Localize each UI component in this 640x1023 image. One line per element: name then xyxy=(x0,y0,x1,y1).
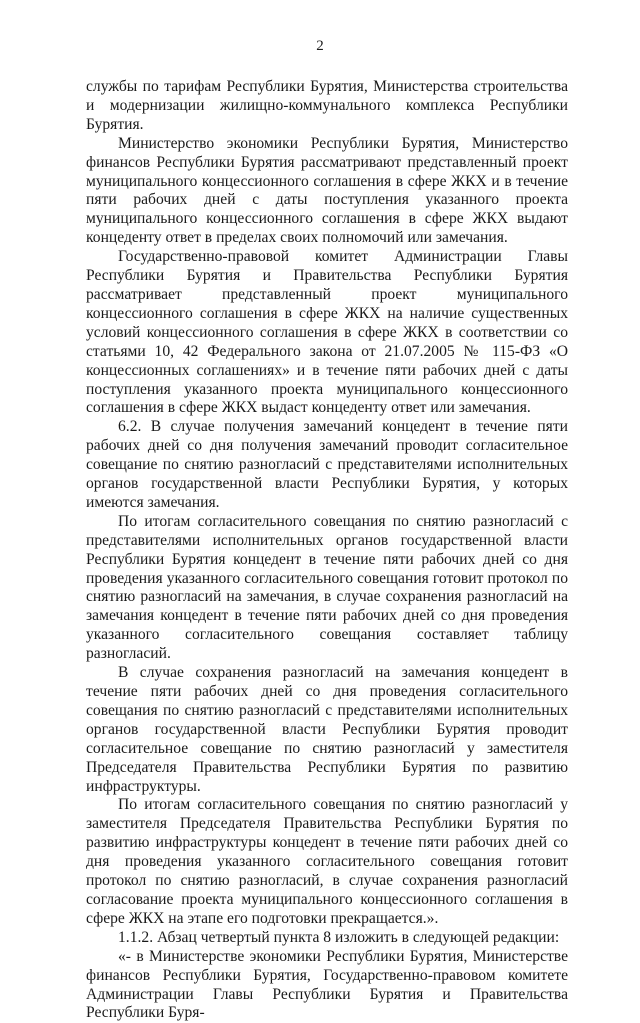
paragraph-9: «- в Министерстве экономики Республики Бурятия, Министерстве финансов Республики Бурятия, Государственно-правовом комитете Администрации Главы Республики Бурятия и Правительства Республики Буря- xyxy=(86,947,568,1022)
paragraph-8: 1.1.2. Абзац четвертый пункта 8 изложить в следующей редакции: xyxy=(118,928,560,946)
paragraph-4: 6.2. В случае получения замечаний концедент в течение пяти рабочих дней со дня получения замечаний проводит согласительное совещание по снятию разногласий с представителями исполнительных органов государственной власти Республики Бурятия, у которых имеются замечания. xyxy=(86,418,568,511)
paragraph-7: По итогам согласительного совещания по снятию разногласий у заместителя Председателя Правительства Республики Бурятия по развитию инфраструктуры концедент в течение пяти рабочих дней со дня проведения указанного согласительного совещания готовит протокол по снятию разногласий, в случае сохранения разногласий согласование проекта муниципального концессионного соглашения в сфере ЖКХ на этапе его подготовки прекращается.». xyxy=(86,796,568,927)
paragraph-2: Министерство экономики Республики Бурятия, Министерство финансов Республики Бурятия рассматривают представленный проект муниципального концессионного соглашения в сфере ЖКХ и в течение пяти рабочих дней с даты поступления указанного проекта муниципального концессионного соглашения в сфере ЖКХ выдают концеденту ответ в пределах своих полномочий или замечания. xyxy=(86,134,568,247)
page-number: 2 xyxy=(316,38,324,54)
paragraph-5: По итогам согласительного совещания по снятию разногласий с представителями исполнительных органов государственной власти Республики Бурятия концедент в течение пяти рабочих дней со дня проведения указанного согласительного совещания готовит протокол по снятию разногласий на замечания, в случае сохранения разногласий на замечания концедент в течение пяти рабочих дней со дня проведения указанного согласительного совещания составляет таблицу разногласий. xyxy=(86,512,568,663)
paragraph-1: службы по тарифам Республики Бурятия, Министерства строительства и модернизации жилищно-коммунального комплекса Республики Бурятия. xyxy=(86,78,568,133)
paragraph-3: Государственно-правовой комитет Администрации Главы Республики Бурятия и Правительства Республики Бурятия рассматривает представленный проект муниципального концессионного соглашения в сфере ЖКХ на наличие существенных условий концессионного соглашения в сфере ЖКХ в соответствии со статьями 10, 42 Федерального закона от 21.07.2005 № 115-ФЗ «О концессионных соглашениях» и в течение пяти рабочих дней с даты поступления указанного проекта муниципального концессионного соглашения в сфере ЖКХ выдаст концеденту ответ или замечания. xyxy=(86,248,568,417)
document-body xyxy=(86,78,568,1023)
paragraph-6: В случае сохранения разногласий на замечания концедент в течение пяти рабочих дней со дня проведения согласительного совещания по снятию разногласий с представителями исполнительных органов государственной власти Республики Бурятия проводит согласительное совещание по снятию разногласий у заместителя Председателя Правительства Республики Бурятия по развитию инфраструктуры. xyxy=(86,664,568,795)
